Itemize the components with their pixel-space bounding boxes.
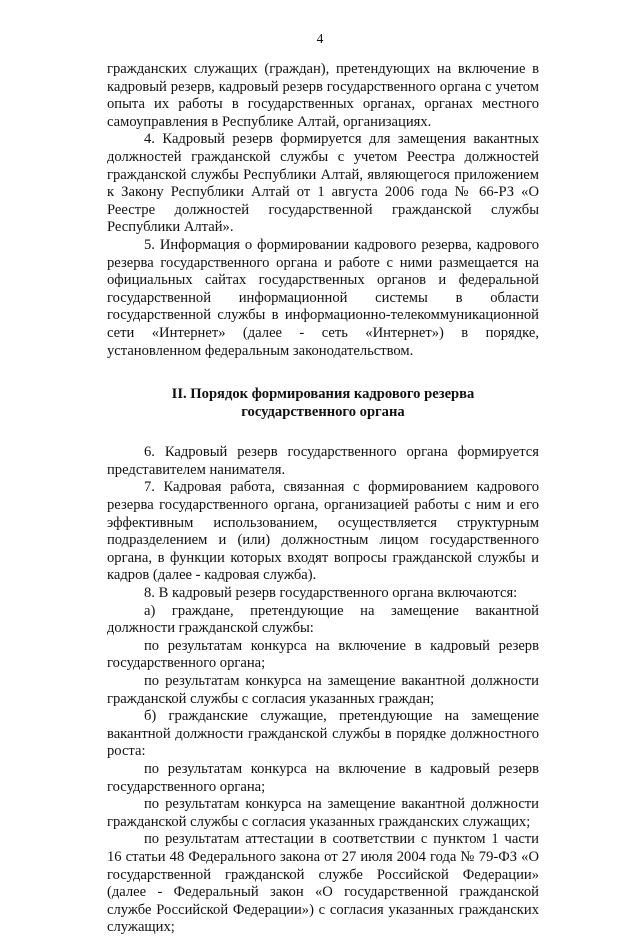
paragraph-6: 6. Кадровый резерв государственного органа формируется представителем нанимателя. bbox=[107, 444, 539, 478]
section-heading bbox=[107, 386, 539, 421]
paragraph-7: 7. Кадровая работа, связанная с формированием кадрового резерва государственного органа, организацией работы с ним и его эффективным использованием, осуществляется структурным подразделением и (или) должностным лицом государственного органа, в функции которых входят вопросы гражданской службы и кадров (далее - кадровая служба). bbox=[107, 479, 539, 584]
paragraph-5: 5. Информация о формировании кадрового резерва, кадрового резерва государственного органа и работе с ними размещается на официальных сайтах государственных органов и федеральной государственной информационной системы в области государственной службы в информационно-телекоммуникационной сети «Интернет» (далее - сеть «Интернет») в порядке, установленном федеральным законодательством. bbox=[107, 236, 539, 359]
paragraph-continuation: гражданских служащих (граждан), претендующих на включение в кадровый резерв, кадровый резерв государственного органа с учетом опыта их работы в государственных органах, органах местного самоуправления в Республике Алтай, организациях. bbox=[107, 61, 539, 130]
paragraph-8b-item-1: по результатам конкурса на включение в кадровый резерв государственного органа; bbox=[107, 760, 539, 795]
paragraph-8b: б) гражданские служащие, претендующие на замещение вакантной должности гражданской службы в порядке должностного роста: bbox=[107, 708, 539, 760]
paragraph-8a: а) граждане, претендующие на замещение вакантной должности гражданской службы: bbox=[107, 602, 539, 637]
section-heading-line-2: государственного органа bbox=[241, 403, 405, 420]
paragraph-8a-item-2: по результатам конкурса на замещение вакантной должности гражданской службы с согласия указанных граждан; bbox=[107, 673, 539, 707]
paragraph-8b-item-3: по результатам аттестации в соответствии с пунктом 1 части 16 статьи 48 Федерального закона от 27 июля 2004 года № 79-ФЗ «О государственной гражданской службе Российской Федерации» (далее - Федеральный закон «О государственной гражданской службе Российской Федерации») с согласия указанных гражданских служащих; bbox=[107, 831, 539, 936]
paragraph-8: 8. В кадровый резерв государственного органа включаются: bbox=[144, 585, 518, 602]
paragraph-4: 4. Кадровый резерв формируется для замещения вакантных должностей гражданской службы с учетом Реестра должностей гражданской службы Республики Алтай, являющегося приложением к Закону Республики Алтай от 1 августа 2006 года № 66-РЗ «О Реестре должностей государственной гражданской службы Республики Алтай». bbox=[107, 131, 539, 236]
paragraph-8a-item-1: по результатам конкурса на включение в кадровый резерв государственного органа; bbox=[107, 637, 539, 672]
page-number: 4 bbox=[316, 31, 324, 46]
paragraph-8b-item-2: по результатам конкурса на замещение вакантной должности гражданской службы с согласия указанных гражданских служащих; bbox=[107, 796, 539, 830]
document-body bbox=[107, 61, 539, 937]
section-heading-line-1: II. Порядок формирования кадрового резерва bbox=[171, 386, 475, 403]
